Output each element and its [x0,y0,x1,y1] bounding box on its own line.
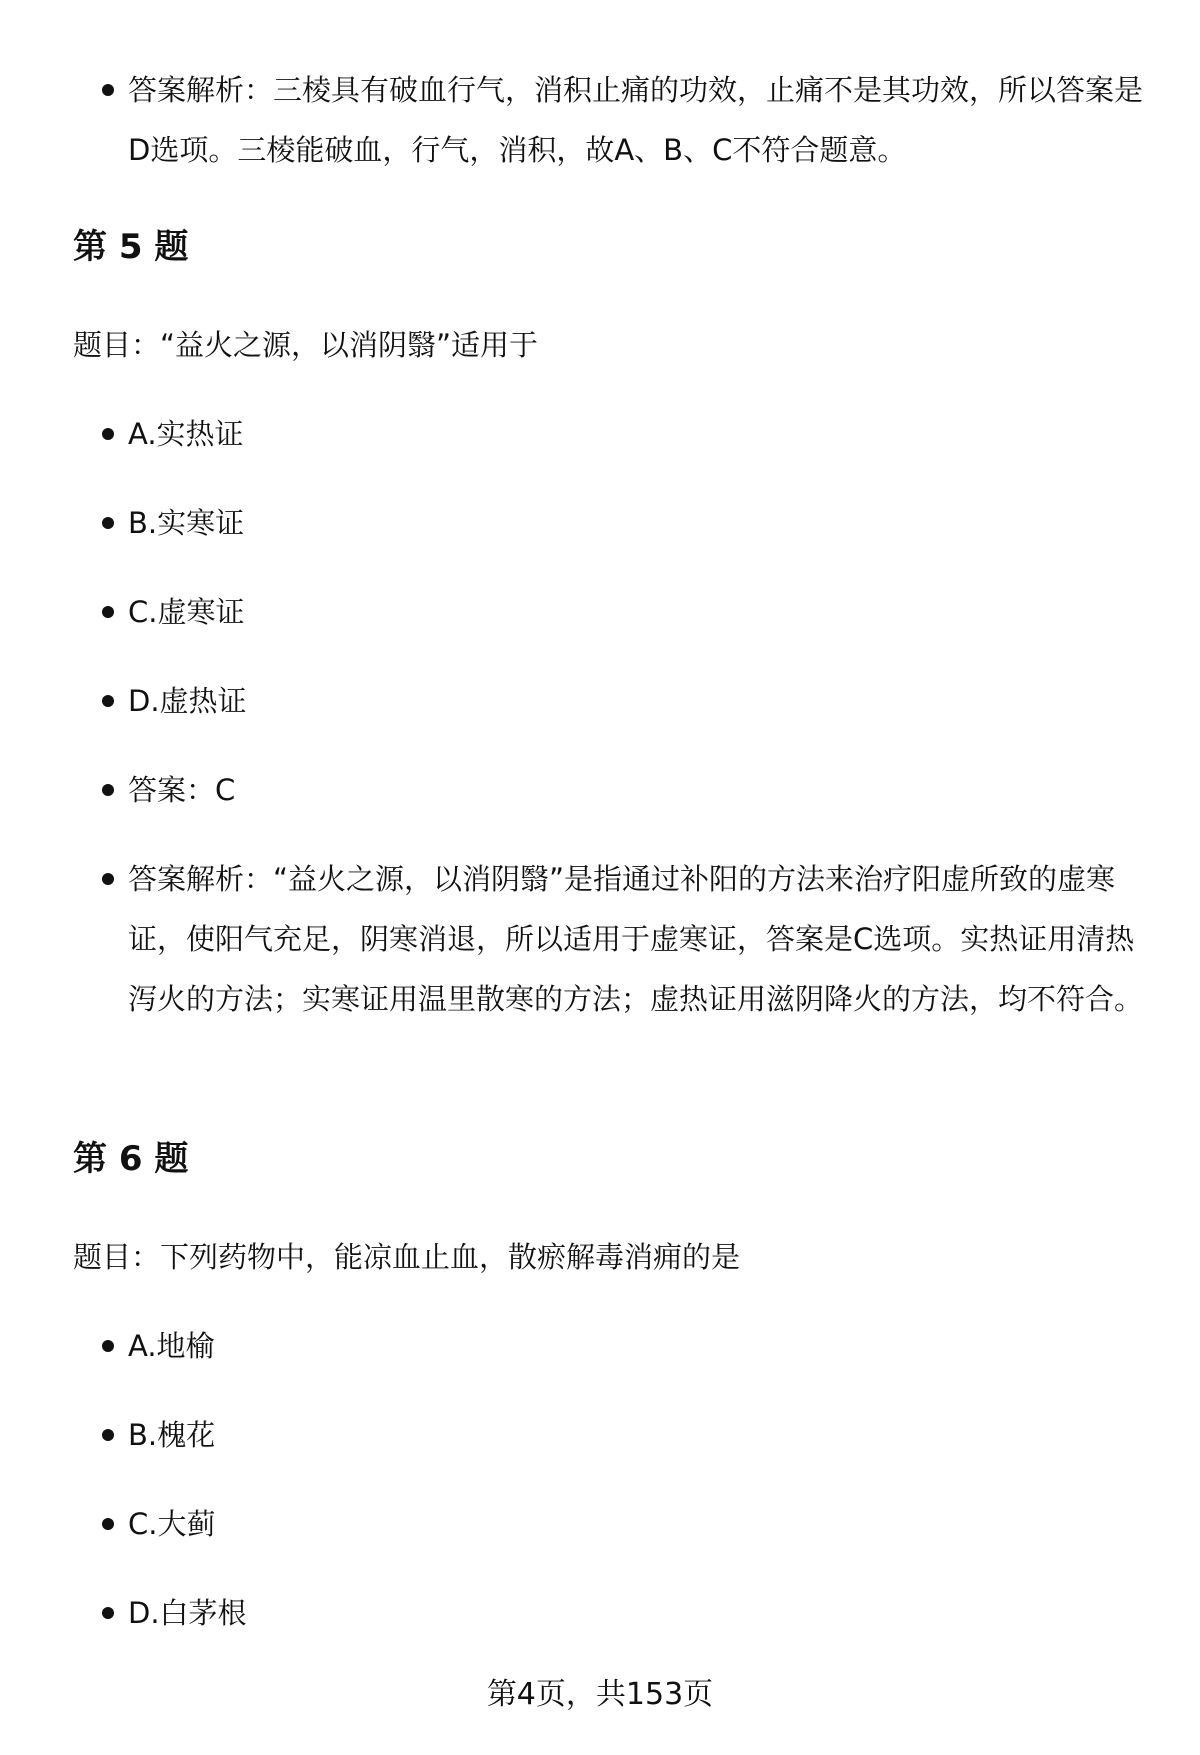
q5-question: 题目：“益火之源，以消阴翳”适用于 [73,328,539,362]
q5-answer: 答案：C [128,760,1148,820]
q5-option-c: C.虚寒证 [128,582,1148,642]
q6-option-b: B.槐花 [128,1405,1148,1465]
q5-explanation: 答案解析：“益火之源，以消阴翳”是指通过补阳的方法来治疗阳虚所致的虚寒证，使阳气充足，阴寒消退，所以适用于虚寒证，答案是C选项。实热证用清热泻火的方法；实寒证用温里散寒的方法；虚热证用滋阴降火的方法，均不符合。 [128,849,1148,1029]
q5-option-b: B.实寒证 [128,493,1148,553]
page-number-footer: 第4页，共153页 [486,1677,714,1712]
q5-heading: 第 5 题 [73,227,189,267]
q6-option-d: D.白茅根 [128,1583,1148,1643]
q6-heading: 第 6 题 [73,1139,189,1179]
q6-option-c: C.大蓟 [128,1494,1148,1554]
q4-explanation: 答案解析：三棱具有破血行气，消积止痛的功效，止痛不是其功效，所以答案是D选项。三棱能破血，行气，消积，故A、B、C不符合题意。 [128,60,1148,180]
q6-option-a: A.地榆 [128,1316,1148,1376]
q5-option-a: A.实热证 [128,404,1148,464]
q6-question: 题目：下列药物中，能凉血止血，散瘀解毒消痈的是 [73,1240,741,1274]
q5-option-d: D.虚热证 [128,671,1148,731]
